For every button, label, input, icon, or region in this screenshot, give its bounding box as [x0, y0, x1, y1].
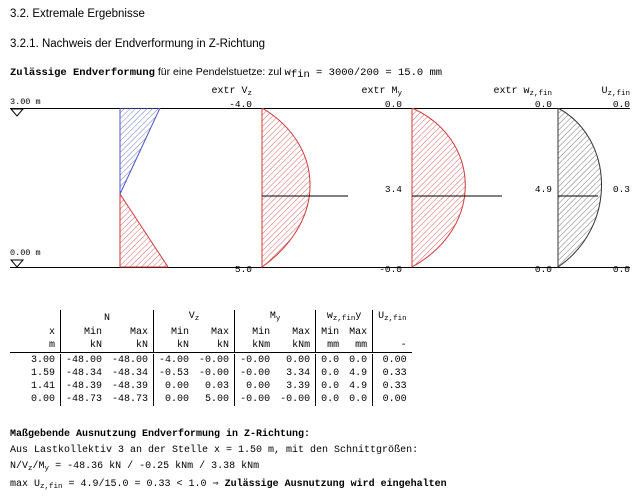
table-group-header-row	[10, 310, 412, 326]
cell-n_max: -48.34	[112, 368, 149, 379]
cell-uz: 0.33	[373, 367, 412, 380]
cell-wz_min: 0.0	[316, 367, 345, 380]
cell-n_min: -48.34	[61, 367, 108, 380]
cell-my_min: -0.00	[235, 393, 276, 406]
header-my-min: Min	[235, 326, 276, 339]
header-my-max: Max	[292, 327, 311, 338]
cell-vz_max: 5.00	[205, 394, 230, 405]
scale-bottom-label: 0.00 m	[10, 248, 41, 258]
cell-x: 0.00	[30, 394, 55, 405]
cell-uz: 0.00	[373, 354, 412, 367]
group-header-vz: $V_z$	[154, 310, 235, 326]
cell-x: 3.00	[30, 355, 55, 366]
cell-vz_min: -0.53	[154, 367, 195, 380]
panel-uzfin-bottom-value: 0.0	[612, 264, 630, 275]
header-x: x	[48, 327, 55, 338]
panel-uzfin-plot	[552, 108, 630, 268]
cell-my_max: -0.00	[280, 394, 311, 405]
panel-extr-wzfin-plot	[402, 108, 552, 268]
cell-wz_min: 0.0	[316, 380, 345, 393]
table-header-row-units	[10, 339, 412, 353]
panel-uzfin-title: $U_{z,fin}$	[601, 86, 630, 98]
panel-uzfin-mid-value: 0.3	[612, 184, 630, 195]
cell-wz_max: 4.9	[349, 368, 368, 379]
table-row	[10, 380, 412, 393]
summary-utilization-result: Zulässige Ausnutzung wird eingehalten	[224, 479, 447, 490]
cell-n_min: -48.39	[61, 380, 108, 393]
group-header-n: N	[61, 310, 154, 326]
panel-extr-vz-bottom-value: 5.0	[234, 264, 252, 275]
panel-extr-wzfin-mid-value: 4.9	[534, 184, 552, 195]
header-vz-min: Min	[154, 326, 195, 339]
unit-my-max: kNm	[292, 340, 311, 351]
group-header-my: $M_y$	[235, 310, 316, 326]
cell-my_max: 3.34	[286, 368, 311, 379]
summary-block	[10, 427, 447, 495]
panel-extr-my-bottom-value: -0.0	[379, 264, 402, 275]
w-symbol: w	[284, 67, 291, 79]
header-n-max: Max	[130, 327, 149, 338]
cell-x: 1.41	[30, 381, 55, 392]
allowable-deformation-label: Zulässige Endverformung	[10, 67, 155, 79]
cell-vz_min: -4.00	[154, 354, 195, 367]
panel-extr-my	[252, 86, 402, 278]
cell-wz_max: 0.0	[349, 355, 368, 366]
cell-n_max: -48.73	[112, 394, 149, 405]
cell-my_min: -0.00	[235, 367, 276, 380]
scale-top-marker-icon	[10, 108, 26, 117]
cell-uz: 0.33	[373, 380, 412, 393]
summary-utilization: $\max U_{z,fin} = 4.9/15.0 = 0.33 < 1.0$ ⇒ Zulässige Ausnutzung wird eingehalten	[10, 479, 447, 491]
unit-n-min: kN	[61, 339, 108, 353]
cell-my_max: 0.00	[286, 355, 311, 366]
results-table	[10, 288, 412, 428]
unit-vz-min: kN	[154, 339, 195, 353]
allowable-deformation-line	[10, 66, 442, 81]
panel-extr-vz-title: extr $V_z$	[211, 86, 252, 98]
summary-internal-forces: $N/V_z/M_y = -48.36$ kN / -0.25 kNm / 3.38 kNm	[10, 461, 260, 473]
header-uz-blank	[373, 326, 412, 339]
cell-wz_min: 0.0	[316, 354, 345, 367]
cell-vz_min: 0.00	[154, 380, 195, 393]
header-wz-max: Max	[349, 327, 368, 338]
unit-n-max: kN	[136, 340, 149, 351]
cell-my_max: 3.39	[286, 381, 311, 392]
unit-x: m	[48, 340, 55, 351]
group-header-wzfin: $w_{z,fin}y$	[316, 310, 373, 326]
header-vz-max: Max	[211, 327, 230, 338]
cell-n_min: -48.00	[61, 354, 108, 367]
page-title: 3.2. Extremale Ergebnisse	[10, 8, 145, 20]
cell-my_min: -0.00	[235, 354, 276, 367]
cell-n_max: -48.39	[112, 381, 149, 392]
panel-extr-my-top-value: 0.0	[384, 99, 402, 110]
unit-vz-max: kN	[217, 340, 230, 351]
panel-uzfin-top-value: 0.0	[612, 99, 630, 110]
cell-vz_min: 0.00	[154, 393, 195, 406]
panel-extr-vz	[102, 86, 252, 278]
cell-n_min: -48.73	[61, 393, 108, 406]
panel-extr-vz-plot	[102, 108, 252, 268]
panel-extr-wzfin-bottom-value: 0.0	[534, 264, 552, 275]
unit-uz: -	[373, 339, 412, 353]
table-row	[10, 393, 412, 406]
cell-vz_max: -0.00	[199, 368, 230, 379]
cell-vz_max: -0.00	[199, 355, 230, 366]
subsection-title: 3.2.1. Nachweis der Endverformung in Z-Richtung	[10, 38, 266, 50]
cell-wz_max: 0.0	[349, 394, 368, 405]
summary-location: Aus Lastkollektiv 3 an der Stelle x = 1.50 m, mit den Schnittgrößen:	[10, 445, 419, 456]
allowable-deformation-value: = 3000/200 = 15.0 mm	[309, 67, 443, 79]
allowable-deformation-text: für eine Pendelstuetze: zul	[154, 66, 285, 78]
cell-x: 1.59	[30, 368, 55, 379]
panel-extr-wzfin	[402, 86, 552, 278]
summary-title: Maßgebende Ausnutzung Endverformung in Z-Richtung:	[10, 429, 311, 440]
table-body	[10, 354, 412, 406]
table-header-row-minmax	[10, 326, 412, 339]
table-row	[10, 354, 412, 367]
cell-n_max: -48.00	[112, 355, 149, 366]
group-header-uzfin: $U_{z,fin}$	[373, 310, 412, 326]
panel-extr-my-plot	[252, 108, 402, 268]
panel-extr-wzfin-title: extr $w_{z,fin}$	[493, 86, 552, 98]
unit-my-min: kNm	[235, 339, 276, 353]
scale-top-label: 3.00 m	[10, 97, 41, 107]
cell-wz_max: 4.9	[349, 381, 368, 392]
unit-wz-min: mm	[316, 339, 345, 353]
cell-uz: 0.00	[373, 393, 412, 406]
diagram-band	[10, 86, 630, 278]
panel-extr-wzfin-top-value: 0.0	[534, 99, 552, 110]
panel-extr-vz-top-value: -4.0	[229, 99, 252, 110]
panel-extr-my-mid-value: 3.4	[384, 184, 402, 195]
w-symbol-subscript: fin	[290, 69, 310, 81]
panel-uzfin	[552, 86, 630, 278]
header-n-min: Min	[61, 326, 108, 339]
unit-wz-max: mm	[355, 340, 368, 351]
cell-my_min: 0.00	[235, 380, 276, 393]
cell-vz_max: 0.03	[205, 381, 230, 392]
table-row	[10, 367, 412, 380]
cell-wz_min: 0.0	[316, 393, 345, 406]
panel-extr-my-title: extr $M_y$	[361, 86, 402, 98]
header-wz-min: Min	[316, 326, 345, 339]
